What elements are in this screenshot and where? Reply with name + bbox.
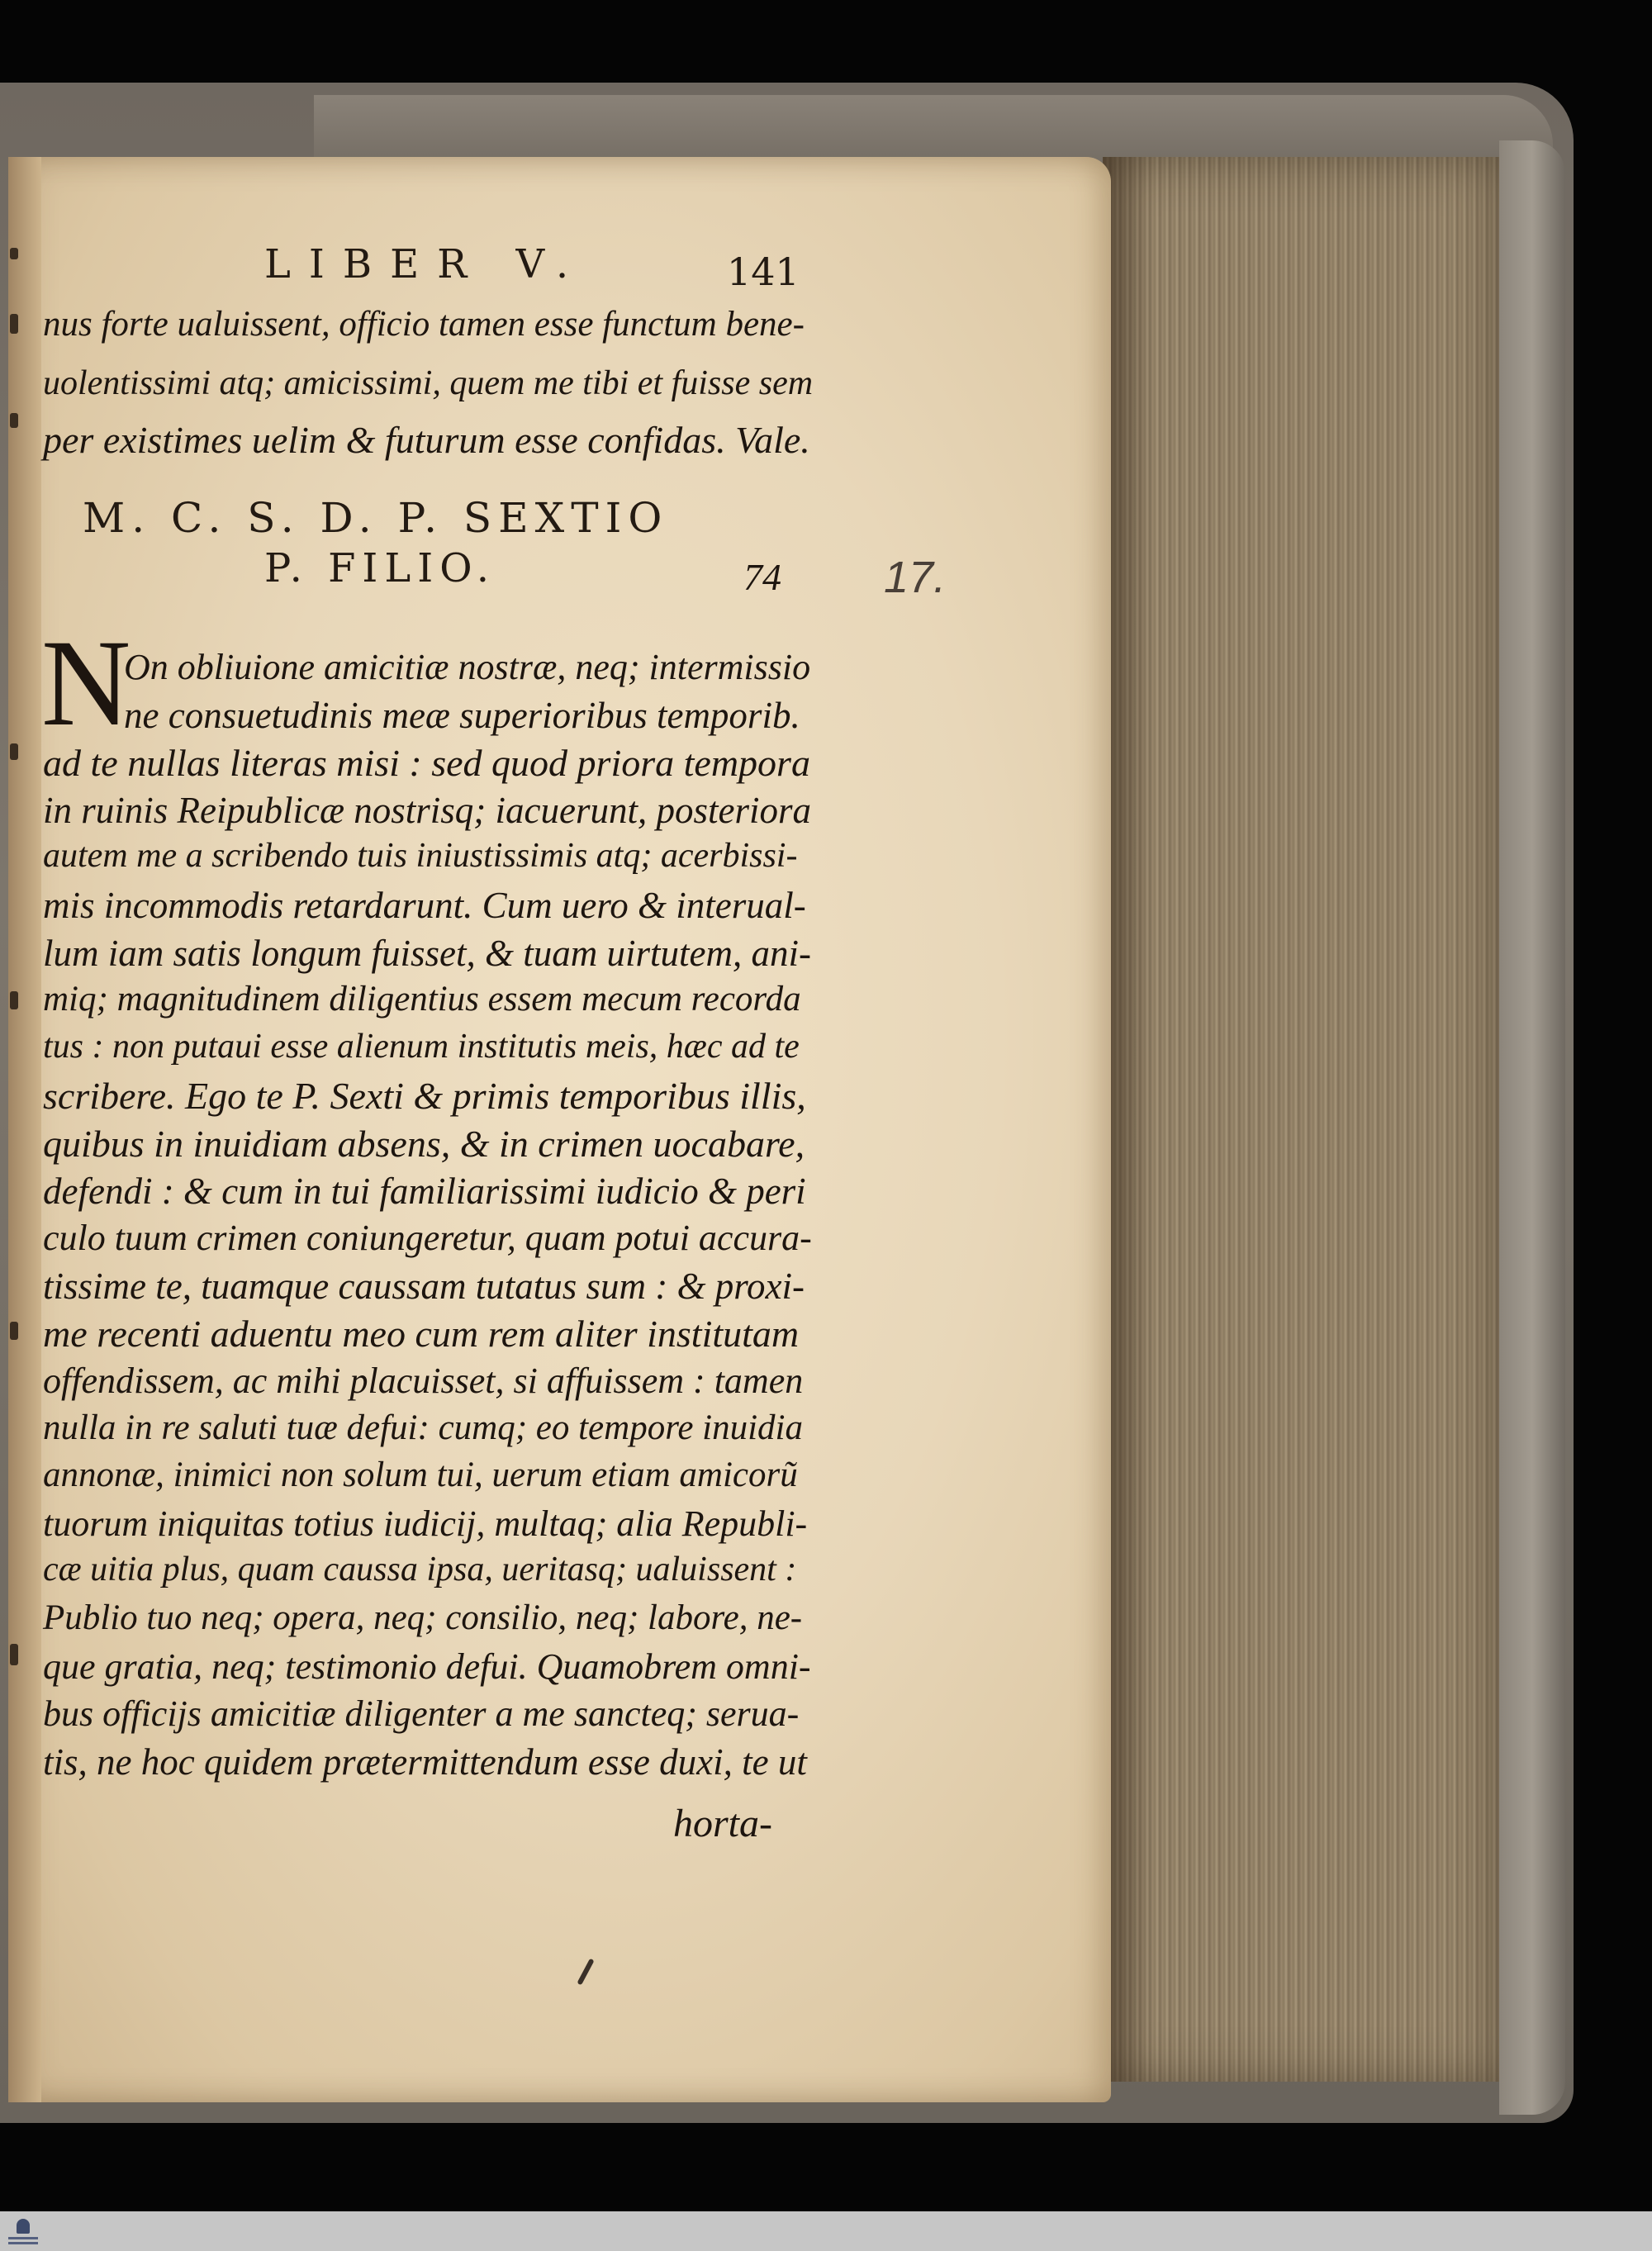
text-line: tis, ne hoc quidem prætermittendum esse duxi, te ut bbox=[43, 1741, 807, 1783]
text-line: nus forte ualuissent, officio tamen esse functum bene- bbox=[43, 305, 805, 344]
text-line: annonæ, inimici non solum tui, uerum etiam amicorũ bbox=[43, 1456, 798, 1494]
text-line: Publio tuo neq; opera, neq; consilio, neq; labore, ne- bbox=[43, 1598, 803, 1637]
text-line: uolentissimi atq; amicissimi, quem me tibi et fuisse sem bbox=[43, 364, 814, 402]
previous-page-fragment bbox=[10, 314, 18, 334]
viewer-footer-bar bbox=[0, 2211, 1652, 2251]
page-gutter bbox=[8, 157, 41, 2102]
drop-cap-initial: N bbox=[41, 615, 131, 752]
text-line: in ruinis Reipublicæ nostrisq; iacuerunt, posteriora bbox=[43, 790, 811, 831]
text-line: bus officijs amicitiæ diligenter a me sancteq; serua- bbox=[43, 1693, 800, 1734]
cover-edge bbox=[1499, 140, 1565, 2115]
text-line: mis incommodis retardarunt. Cum uero & interual- bbox=[43, 885, 806, 926]
text-line: lum iam satis longum fuisset, & tuam uirtutem, ani- bbox=[43, 933, 812, 974]
text-line: per existimes uelim & futurum esse confidas. Vale. bbox=[43, 419, 810, 461]
text-line: miq; magnitudinem diligentius essem mecum recorda bbox=[43, 980, 801, 1019]
handwritten-marginal-number: 17. bbox=[884, 553, 947, 602]
previous-page-fragment bbox=[10, 991, 18, 1009]
text-line: ne consuetudinis meæ superioribus temporib. bbox=[124, 695, 800, 736]
previous-page-fragment bbox=[10, 743, 18, 760]
text-line: tissime te, tuamque caussam tutatus sum : & proxi- bbox=[43, 1266, 805, 1307]
previous-page-fragment bbox=[10, 248, 18, 259]
previous-page-fragment bbox=[10, 1322, 18, 1340]
running-head: LIBER V. bbox=[264, 241, 587, 287]
text-line: me recenti aduentu meo cum rem aliter institutam bbox=[43, 1313, 800, 1355]
text-line: On obliuione amicitiæ nostræ, neq; intermissio bbox=[124, 647, 811, 687]
text-line: defendi : & cum in tui familiarissimi iudicio & peri bbox=[43, 1171, 806, 1212]
text-block-fore-edge bbox=[1103, 157, 1499, 2082]
text-line: tus : non putaui esse alienum institutis meis, hæc ad te bbox=[43, 1028, 800, 1066]
text-line: culo tuum crimen coniungeretur, quam potui accura- bbox=[43, 1218, 812, 1258]
library-logo-icon bbox=[7, 2217, 40, 2247]
letter-heading-continued: P. FILIO. bbox=[264, 545, 496, 591]
text-line: que gratia, neq; testimonio defui. Quamobrem omni- bbox=[43, 1646, 811, 1687]
text-line: ad te nullas literas misi : sed quod priora tempora bbox=[43, 742, 810, 784]
letter-heading: M. C. S. D. P. SEXTIO bbox=[83, 494, 669, 542]
text-line: tuorum iniquitas totius iudicij, multaq; alia Republi- bbox=[43, 1503, 808, 1544]
previous-page-fragment bbox=[10, 1644, 18, 1665]
text-line: scribere. Ego te P. Sexti & primis temporibus illis, bbox=[43, 1075, 806, 1117]
catchword: horta- bbox=[673, 1802, 772, 1845]
text-line: nulla in re saluti tuæ defui: cumq; eo tempore inuidia bbox=[43, 1408, 804, 1447]
text-line: quibus in inuidiam absens, & in crimen uocabare, bbox=[43, 1123, 805, 1165]
previous-page-fragment bbox=[10, 413, 18, 428]
letter-number: 74 bbox=[743, 556, 781, 598]
text-line: autem me a scribendo tuis iniustissimis atq; acerbissi- bbox=[43, 837, 798, 875]
text-line: offendissem, ac mihi placuisset, si affuissem : tamen bbox=[43, 1361, 804, 1401]
page-number: 141 bbox=[727, 249, 800, 294]
text-line: cæ uitia plus, quam caussa ipsa, ueritasq; ualuissent : bbox=[43, 1551, 797, 1589]
